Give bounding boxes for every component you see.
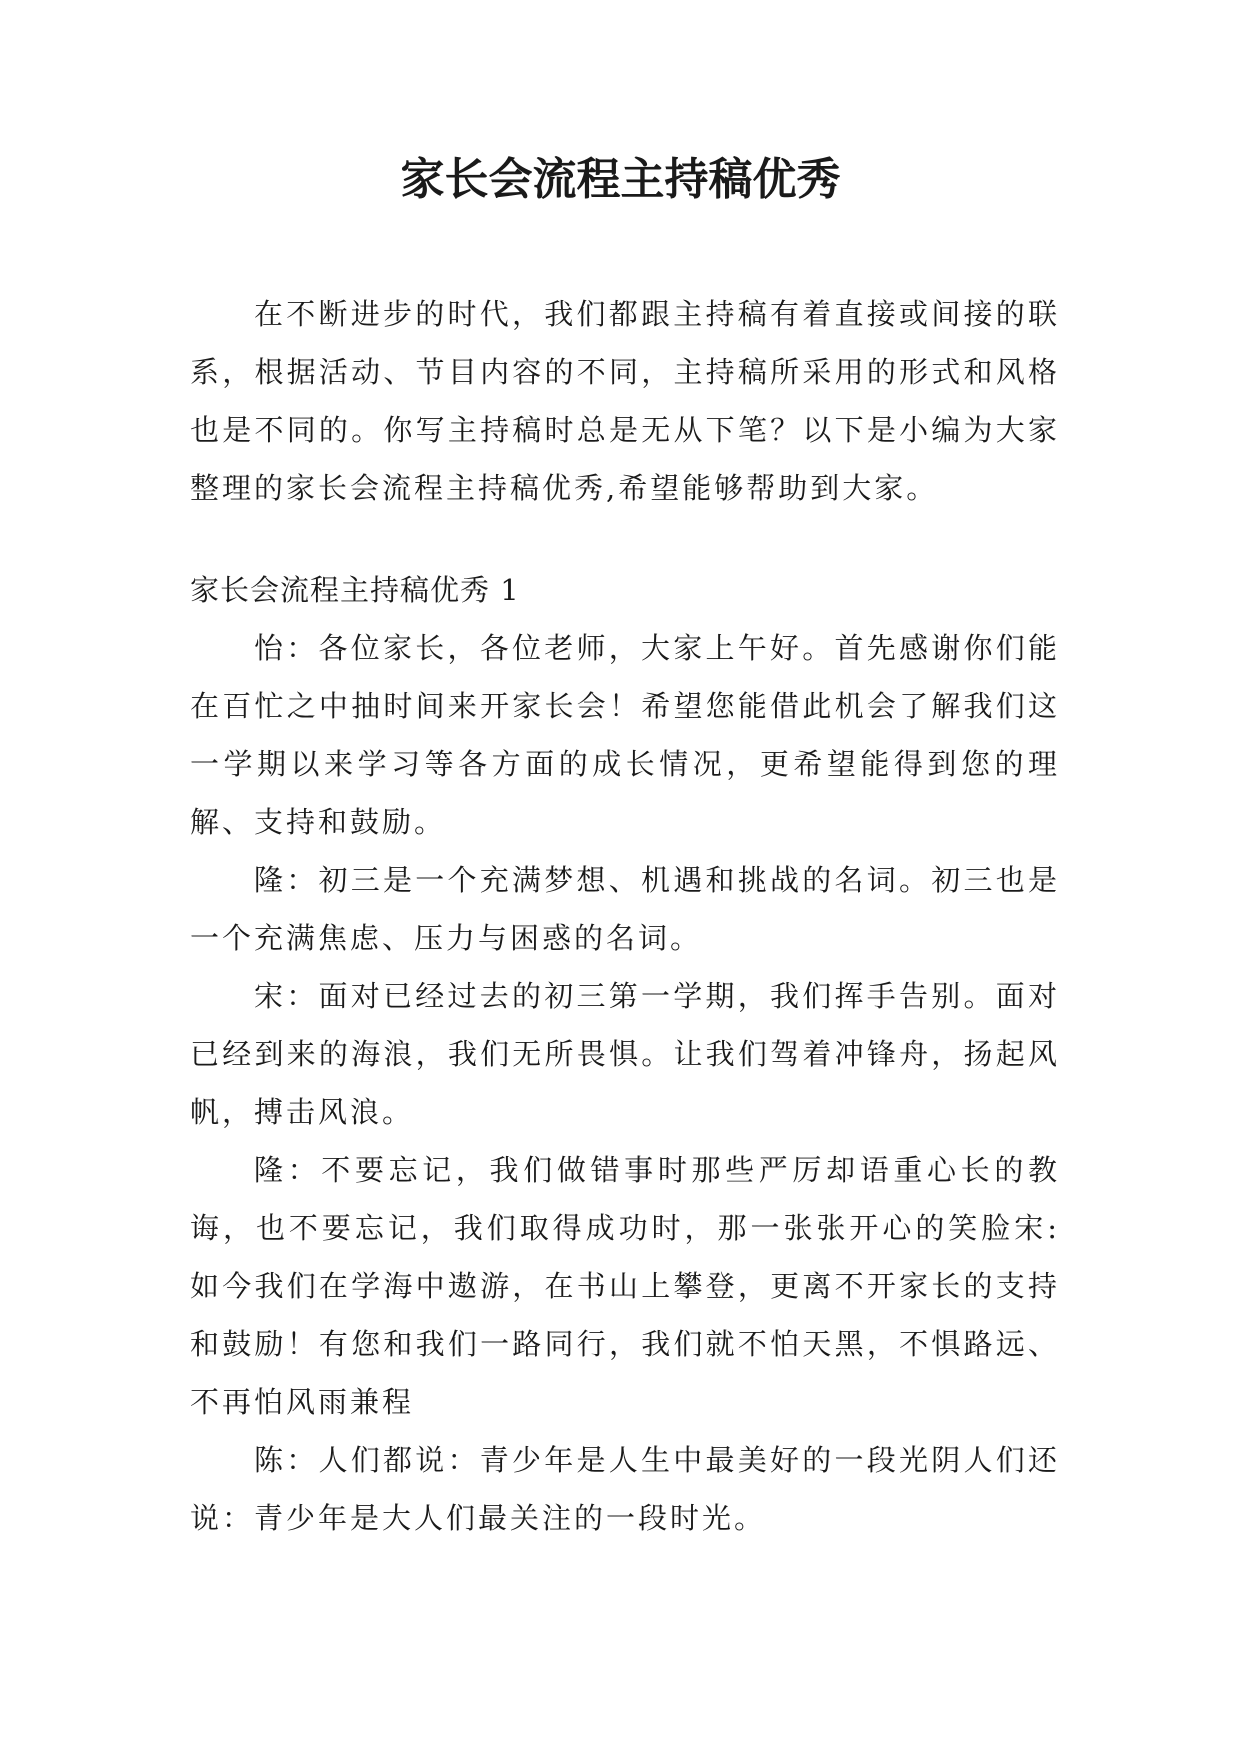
intro-paragraph: 在不断进步的时代，我们都跟主持稿有着直接或间接的联系，根据活动、节目内容的不同，主持稿所采用的形式和风格也是不同的。你写主持稿时总是无从下笔？以下是小编为大家整理的家长会流程主持稿优秀,希望能够帮助到大家。 [190,297,1060,505]
dialogue-paragraph: 怡：各位家长，各位老师，大家上午好。首先感谢你们能在百忙之中抽时间来开家长会！希望您能借此机会了解我们这一学期以来学习等各方面的成长情况，更希望能得到您的理解、支持和鼓励。 [190,631,1060,839]
dialogue-paragraph: 宋：面对已经过去的初三第一学期，我们挥手告别。面对已经到来的海浪，我们无所畏惧。让我们驾着冲锋舟，扬起风帆，搏击风浪。 [190,979,1060,1129]
dialogue-paragraph: 陈：人们都说：青少年是人生中最美好的一段光阴人们还说：青少年是大人们最关注的一段时光。 [190,1443,1060,1535]
dialogue-paragraph: 隆：初三是一个充满梦想、机遇和挑战的名词。初三也是一个充满焦虑、压力与困惑的名词。 [190,863,1060,955]
dialogue-paragraph: 隆：不要忘记，我们做错事时那些严厉却语重心长的教诲，也不要忘记，我们取得成功时，那一张张开心的笑脸宋:如今我们在学海中遨游，在书山上攀登，更离不开家长的支持和鼓励！有您和我们一路同行，我们就不怕天黑，不惧路远、不再怕风雨兼程 [190,1153,1060,1419]
section-heading: 家长会流程主持稿优秀 1 [190,573,520,607]
document-title: 家长会流程主持稿优秀 [400,154,841,205]
document-body [190,285,1060,1547]
